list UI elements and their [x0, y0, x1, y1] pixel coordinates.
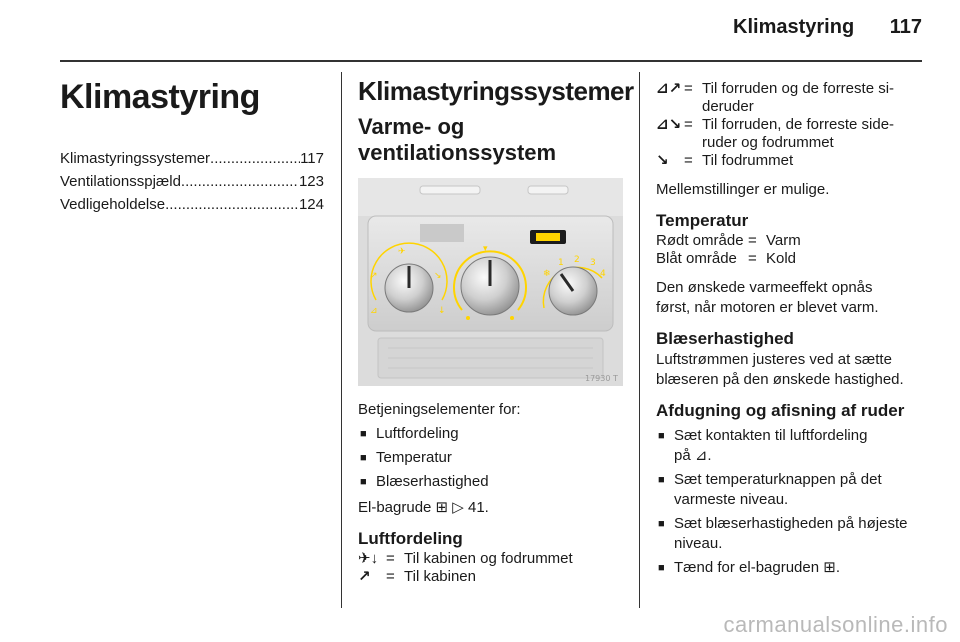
- toc-entry-page: 124: [298, 196, 324, 213]
- svg-text:▾: ▾: [483, 244, 488, 254]
- definition-row: ↗ = Til kabinen: [358, 568, 623, 586]
- svg-text:❄: ❄: [543, 269, 551, 279]
- list-item-text: Temperatur: [376, 449, 452, 466]
- definition-row: ⊿↘ = Til forruden, de forreste side- ruder og fodrummet: [656, 116, 895, 151]
- list-item: [358, 424, 623, 444]
- toc-entry-page: 117: [300, 150, 324, 167]
- section-title: Klimastyringssystemer: [358, 76, 634, 106]
- controls-intro: Betjeningselementer for:: [358, 401, 521, 418]
- svg-text:↗: ↗: [370, 271, 378, 281]
- list-item-text: Tænd for el-bagruden ⊞.: [674, 559, 840, 576]
- running-header-title: Klimastyring: [733, 16, 855, 38]
- toc-leader: [210, 147, 300, 170]
- bullet-icon: ■: [360, 452, 367, 464]
- list-item: [656, 514, 924, 554]
- chapter-title: Klimastyring: [60, 78, 260, 116]
- toc-entry-title: Klimastyringssystemer: [60, 150, 211, 167]
- svg-text:↓: ↓: [438, 306, 446, 316]
- fan-speed-line2: blæseren på den ønskede hastighed.: [656, 371, 904, 388]
- definition-row: ✈↓ = Til kabinen og fodrummet: [358, 550, 623, 568]
- svg-text:⊿: ⊿: [370, 306, 378, 316]
- footwell-icon: ↘: [656, 152, 669, 169]
- toc-entry-title: Ventilationsspjæld: [60, 173, 181, 190]
- definition-text: Til forruden, de forreste side-: [702, 116, 895, 133]
- toc-leader: [181, 170, 299, 193]
- list-item-text-cont: niveau.: [674, 535, 723, 552]
- toc-leader: [165, 193, 299, 216]
- airflow-heading: Luftfordeling: [358, 529, 463, 548]
- list-item: [656, 558, 924, 578]
- cabin-icon: ↗: [358, 568, 371, 585]
- svg-text:✈: ✈: [398, 247, 406, 257]
- bullet-icon: ■: [658, 518, 665, 530]
- climate-control-panel-photo: [358, 178, 623, 386]
- list-item-text: Luftfordeling: [376, 425, 459, 442]
- fan-level-1: 1: [558, 258, 564, 268]
- warm-note-line1: Den ønskede varmeeffekt opnås: [656, 279, 873, 296]
- column-main: [358, 72, 634, 586]
- toc-entry[interactable]: [60, 170, 324, 193]
- watermark: carmanualsonline.info: [723, 612, 948, 637]
- fan-level-3: 3: [590, 258, 596, 268]
- toc-entry[interactable]: [60, 147, 324, 170]
- toc-entry-page: 123: [298, 173, 324, 190]
- bullet-icon: ■: [360, 428, 367, 440]
- svg-text:↘: ↘: [434, 271, 442, 281]
- defog-heading: Afdugning og afisning af ruder: [656, 401, 905, 420]
- fan-level-2: 2: [574, 255, 580, 265]
- bullet-icon: ■: [658, 474, 665, 486]
- running-header: [733, 16, 922, 39]
- column-toc: [60, 72, 324, 216]
- toc-entry-title: Vedligeholdelse: [60, 196, 166, 213]
- temperature-value: Kold: [766, 250, 797, 267]
- bullet-icon: ■: [658, 562, 665, 574]
- list-item: [656, 426, 924, 466]
- bullet-icon: ■: [658, 430, 665, 442]
- definition-row: ↘ = Til fodrummet: [656, 152, 924, 170]
- fan-speed-heading: Blæserhastighed: [656, 329, 794, 348]
- list-item-text-cont: på ⊿.: [674, 447, 712, 464]
- cabin-and-footwell-icon: ✈↓: [358, 550, 379, 567]
- list-item: [358, 448, 623, 468]
- list-item: [656, 470, 924, 510]
- list-item-text-cont: varmeste niveau.: [674, 491, 789, 508]
- page-number: 117: [889, 16, 922, 38]
- definition-row: ⊿↗ = Til forruden og de forreste si- deruder: [656, 80, 895, 115]
- bullet-icon: ■: [360, 476, 367, 488]
- warm-note: [656, 278, 924, 318]
- warm-note-line2: først, når motoren er blevet varm.: [656, 299, 879, 316]
- windscreen-side-windows-footwell-icon: ⊿↘: [656, 116, 682, 133]
- list-item-text: Blæserhastighed: [376, 473, 489, 490]
- fan-speed-line1: Luftstrømmen justeres ved at sætte: [656, 351, 892, 368]
- figure-code: 17930 T: [585, 374, 618, 383]
- list-item-text: Sæt temperaturknappen på det: [674, 471, 882, 488]
- fan-level-4: 4: [600, 269, 606, 279]
- subsection-title-line1: Varme- og: [358, 114, 465, 139]
- definition-text: Til kabinen: [404, 568, 476, 585]
- intermediate-note: Mellemstillinger er mulige.: [656, 181, 830, 198]
- subsection-title-line2: ventilationssystem: [358, 140, 557, 165]
- list-item-text: Sæt blæserhastigheden på højeste: [674, 515, 908, 532]
- temperature-label: Blåt område: [656, 250, 737, 267]
- list-item-text: Sæt kontakten til luftfordeling: [674, 427, 868, 444]
- subsection-title: [358, 114, 623, 166]
- temperature-value: Varm: [766, 232, 801, 249]
- windscreen-and-side-windows-icon: ⊿↗: [656, 80, 682, 97]
- column-divider: [639, 72, 640, 608]
- toc-entry[interactable]: [60, 193, 324, 216]
- definition-text: Til forruden og de forreste si-: [702, 80, 895, 97]
- definition-text: Til kabinen og fodrummet: [404, 550, 573, 567]
- temperature-heading: Temperatur: [656, 211, 749, 230]
- temperature-row: Blåt område = Kold: [656, 250, 797, 267]
- definition-text-cont: ruder og fodrummet: [702, 134, 834, 151]
- fan-speed-text: [656, 350, 924, 390]
- rear-window-ref: El-bagrude ⊞ ▷ 41.: [358, 499, 489, 516]
- temperature-label: Rødt område: [656, 232, 744, 249]
- header-rule: [60, 60, 922, 62]
- column-right: [656, 80, 924, 578]
- definition-text-cont: deruder: [702, 98, 754, 115]
- list-item: [358, 472, 623, 492]
- temperature-row: Rødt område = Varm: [656, 232, 801, 249]
- column-divider: [341, 72, 342, 608]
- definition-text: Til fodrummet: [702, 152, 794, 169]
